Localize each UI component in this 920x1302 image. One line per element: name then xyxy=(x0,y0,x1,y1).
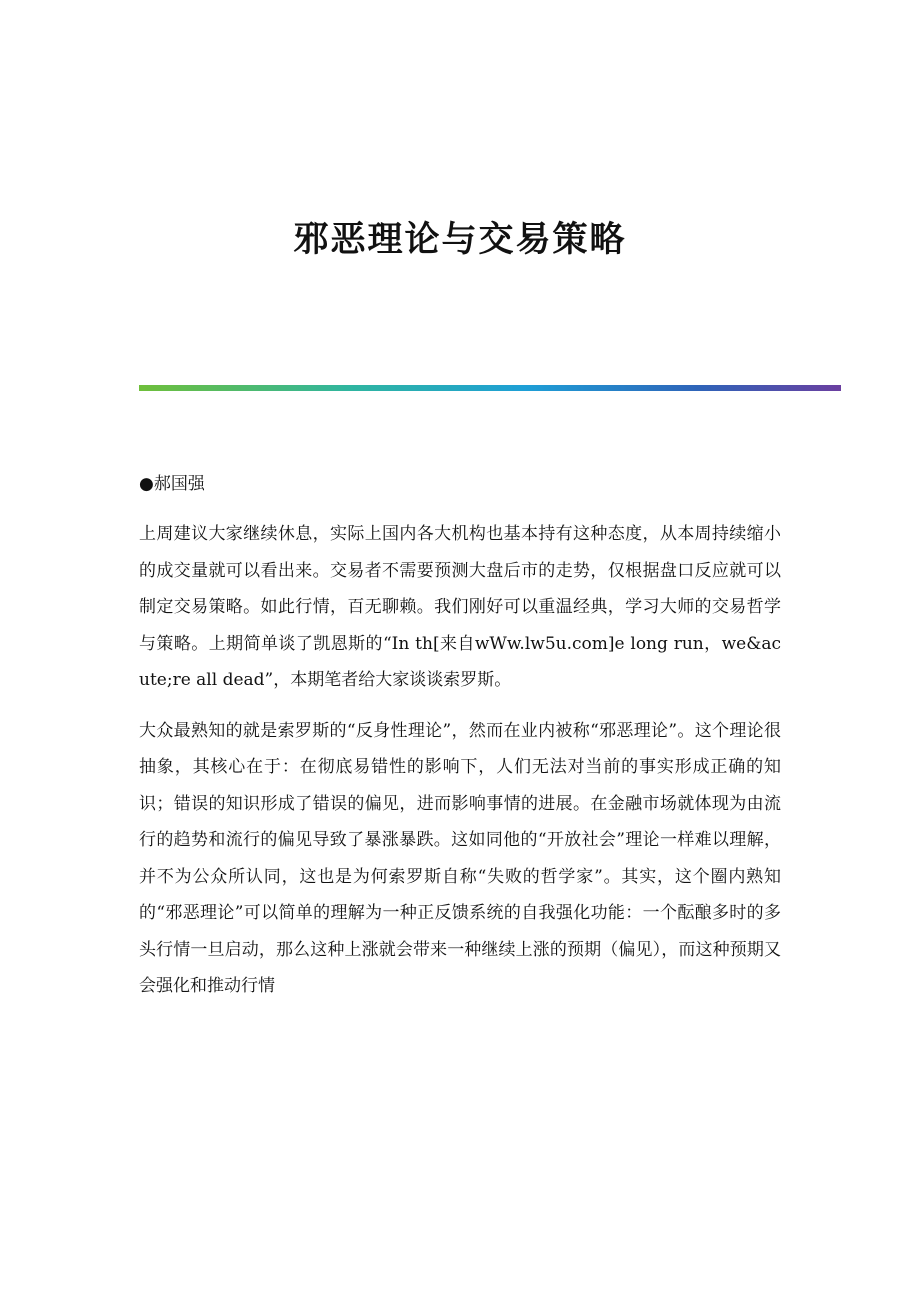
author-byline: ●郝国强 xyxy=(139,474,205,494)
document-title: 邪恶理论与交易策略 xyxy=(293,219,627,260)
article-body xyxy=(139,466,781,1019)
paragraph-2: 大众最熟知的就是索罗斯的“反身性理论”，然而在业内被称“邪恶理论”。这个理论很抽象，其核心在于：在彻底易错性的影响下，人们无法对当前的事实形成正确的知识；错误的知识形成了错误的偏见，进而影响事情的进展。在金融市场就体现为由流行的趋势和流行的偏见导致了暴涨暴跌。这如同他的“开放社会”理论一样难以理解，并不为公众所认同，这也是为何索罗斯自称“失败的哲学家”。其实，这个圈内熟知的“邪恶理论”可以简单的理解为一种正反馈系统的自我强化功能：一个酝酿多时的多头行情一旦启动，那么这种上涨就会带来一种继续上涨的预期（偏见），而这种预期又会强化和推动行情 xyxy=(139,720,781,996)
paragraph-1: 上周建议大家继续休息，实际上国内各大机构也基本持有这种态度，从本周持续缩小的成交量就可以看出来。交易者不需要预测大盘后市的走势，仅根据盘口反应就可以制定交易策略。如此行情，百无聊赖。我们刚好可以重温经典，学习大师的交易哲学与策略。上期简单谈了凯恩斯的“In th[来自wWw.lw5u.com]e long run，we&acute;re all dead”，本期笔者给大家谈谈索罗斯。 xyxy=(139,524,781,690)
gradient-divider xyxy=(139,385,841,391)
